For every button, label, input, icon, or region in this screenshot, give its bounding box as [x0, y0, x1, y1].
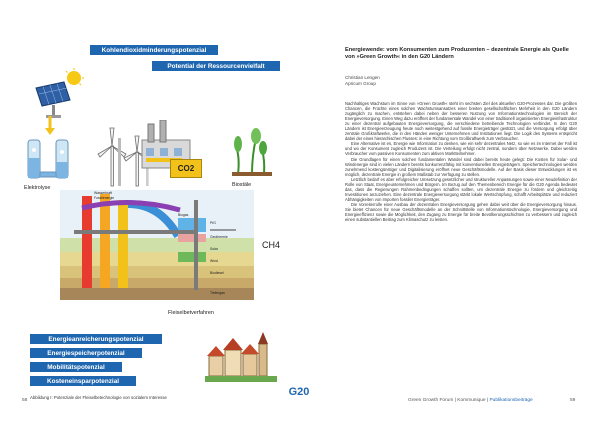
article-body — [345, 101, 577, 222]
ch4-label: CH4 — [262, 240, 281, 250]
author-org: Apricum Group — [345, 81, 376, 86]
article-title: Energiewende: vom Konsumenten zum Produzenten – dezentrale Energie als Quelle von »Green Growth« in den G20 Ländern — [345, 47, 569, 60]
body-paragraph: Die Vorreiterrolle einer Ausbau der dezentralen Energieversorgung gehen dabei weit über die Energieversorgung hinaus. Sie bietet Chancen für neue Geschäftsmodelle an der Schnittstelle von Informationstechnologie, Energieversorgung und Energieeffizienz sowie die Möglichkeit, den Zugang zu Energie für breite Bevölkerungsschichten zu verbessern und zugleich einen substantiellen Beitrag zum Klimaschutz zu leisten. — [345, 201, 577, 223]
arrow-down-icon — [44, 116, 56, 136]
author-name: Christian Lengen — [345, 75, 380, 80]
band-label: Tiefengas — [210, 291, 225, 295]
body-paragraph: Eine Alternative ist es, Energie wie Information zu denken, wie ein sehr dezentrales Netz, so wie es im Internet der Fall ist und wo der Konsument zugleich Produzent ist. Die Verteilung erfolgt nicht zentral, sondern über Netzwerke. Dabei werden Verbraucher vom passiven Konsumenten zum aktiven Marktteilnehmer. — [345, 141, 577, 157]
body-paragraph: Die Grundlagen für einen solchen fundamentalen Wandel sind dabei bereits heute gelegt: Die Kosten für Solar- und Windenergie sind in vielen Ländern bereits konkurrenzfähig mit konventionellen Energieträgern. Speichertechnologien werden zunehmend kostengünstiger und Digitalisierung eröffnet neue Geschäftsmodelle. Auf der Basis dieser Entwicklungen ist es möglich, dezentrale Energie in großem Maßstab zur Verfügung zu stellen. — [345, 156, 577, 177]
solar-panel-illustration — [30, 68, 85, 120]
town-illustration — [205, 330, 277, 382]
biomass-illustration — [232, 128, 272, 176]
body-paragraph: Letztlich bedarf es aber erfolgreicher Umsetzung gesetzlicher und struktureller Anpassungen sowie einer Neudefinition der Rolle von Staat, Energieunternehmen und Bürgern. Im Bezug auf den Themenbereich Energie für die G20 Agenda bedeutet das, dass die Regierungen Rahmenbedingungen schaffen sollten, um dezentrale Energie zu fördern und gleichzeitig Investitionen anzuziehen. Eine dezentrale Energieversorgung stärkt lokale Wertschöpfung, schafft Arbeitsplätze und reduziert Abhängigkeiten von Importen fossiler Energieträger. — [345, 176, 577, 202]
label-biomass: Biostäle — [232, 182, 252, 188]
energy-process-diagram — [60, 190, 254, 300]
footer-kommunique: Kommunique — [457, 398, 486, 403]
label-electrolysis: Elektrolyse — [24, 185, 51, 191]
g20-logo — [283, 385, 315, 399]
band-label: Wasserkraft — [94, 191, 112, 195]
band-label: Fossilenergie — [94, 196, 115, 200]
potential-bar-cost-savings: Kosteneinsparpotenzial — [30, 376, 136, 386]
band-label: Solar — [210, 247, 218, 251]
potential-bar-energy-enrichment: Energieanreicherungspotenzial — [30, 334, 162, 344]
label-process: Fleiselbetverfahren — [168, 310, 214, 316]
potential-bar-energy-storage: Energiespeicherpotenzial — [30, 348, 142, 358]
band-label: Biodiesel — [210, 271, 224, 275]
footer-publications: Publikationsbeiträge — [489, 398, 533, 403]
footer-forum: Green Growth Forum — [408, 398, 454, 403]
band-label: PtG — [210, 221, 216, 225]
potential-bar-co2: Kohlendioxidminderungspotenzial — [90, 45, 218, 55]
band-label: Biogas — [178, 213, 189, 217]
band-label: Geothermie — [210, 235, 228, 239]
footer-publication: Green Growth Forum | Kommunique | Publikationsbeiträge — [408, 398, 533, 403]
potential-bar-mobility: Mobilitätspotenzial — [30, 362, 122, 372]
g20-logo-text: G20 — [288, 386, 310, 398]
body-paragraph: Nachhaltiges Wachstum im Sinne von »Green Growth« steht im sechsten Ziel des aktuellen G20-Prozesses dar. Die größten Chancen, die Früchte eines solchen Wachstumsansatzes einer breiten gesellschaftlichen Mehrheit in den G20 Ländern zugänglich zu machen, entstehen dabei neben der besseren Nutzung von Informationstechnologien im Bereich der Energieversorgung. Einen Weg dazu eröffnet der fundamentale Wandel von einer traditionell organisierten Energieinfrastruktur zu einer dezentral aufgebauten Energieversorgung, die verschiedene betreibende Technologien verbindet. In den G20 Ländern ist Energieerzeugung heute noch weitestgehend auf fossile Energieträger gestützt, und die Versorgung erfolgt über zentrale Großkraftwerke, die in den Händen weniger Unternehmen und Institutionen liegt. Die Logik des Systems entspricht dabei der eines hierarchischen Flusses: in eine Richtung vom Großkraftwerk zum Verbraucher. — [345, 101, 577, 142]
electrolysis-illustration — [24, 136, 74, 181]
page-number-left: 58 — [22, 398, 28, 403]
co2-badge: CO2 — [170, 159, 202, 178]
band-label: Wind — [210, 259, 218, 263]
figure-caption: Abbildung I: Potenziale der Fleiselbetechnologie von sozialem Interesse — [30, 395, 167, 400]
potential-bar-resources: Potential der Ressourcenvielfalt — [152, 61, 280, 71]
page-number-right: 59 — [570, 398, 576, 403]
